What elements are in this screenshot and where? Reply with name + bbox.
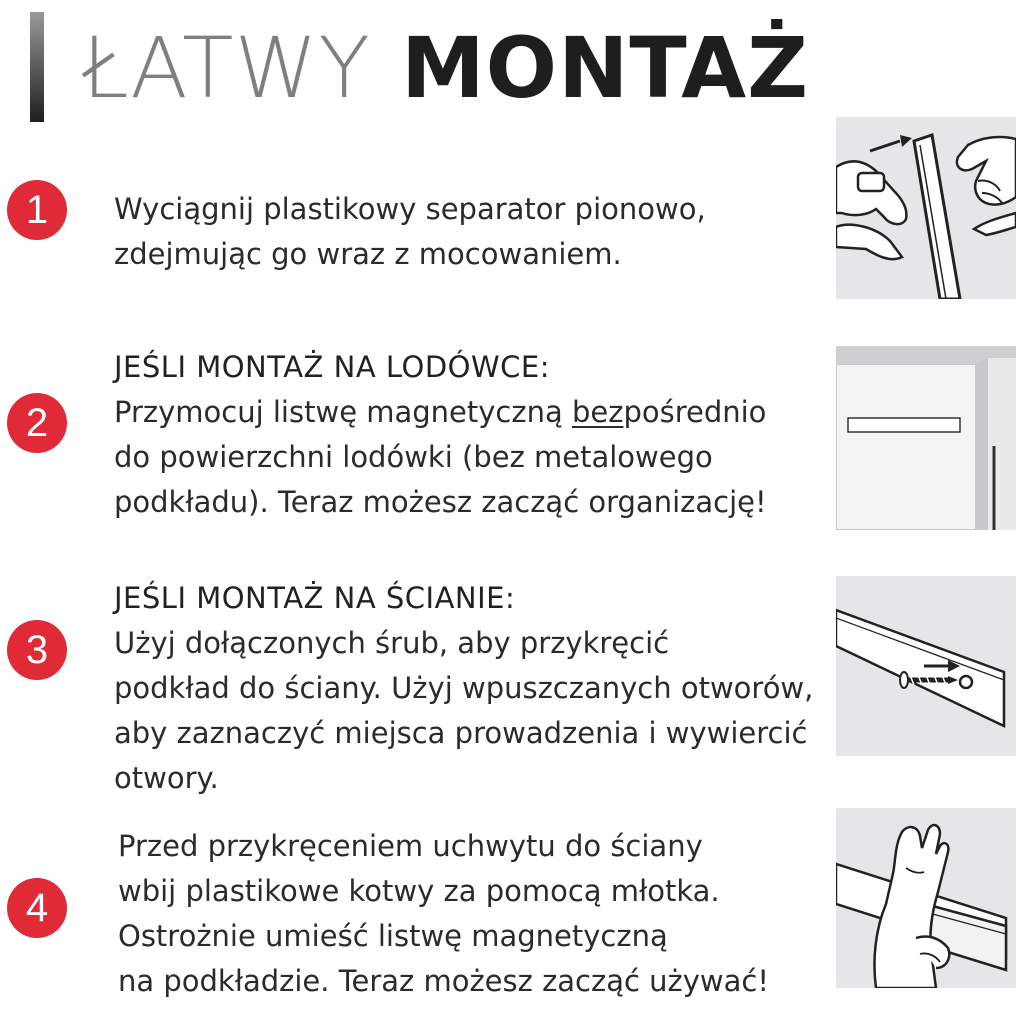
- step-4-line: na podkładzie. Teraz możesz zacząć używać!: [118, 964, 769, 998]
- wall-screw-icon: [836, 576, 1016, 756]
- step-4-line: wbij plastikowe kotwy za pomocą młotka.: [118, 874, 720, 908]
- page-title-bold: MONTAŻ: [401, 19, 810, 117]
- step-3-heading: JEŚLI MONTAŻ NA ŚCIANIE:: [114, 581, 516, 615]
- step-1-line: Wyciągnij plastikowy separator pionowo,: [114, 192, 706, 226]
- step-number-badge: 3: [7, 620, 67, 680]
- page-title: [82, 18, 809, 118]
- step-number-badge: 4: [7, 878, 67, 938]
- fridge-illustration: [836, 346, 1016, 530]
- step-2-underlined-word: bez: [571, 395, 624, 429]
- place-strip-icon: [836, 808, 1016, 988]
- step-3-line: Użyj dołączonych śrub, aby przykręcić: [114, 626, 670, 660]
- step-number-badge: 1: [7, 180, 67, 240]
- pull-separator-icon: [836, 117, 1016, 299]
- step-2-heading: JEŚLI MONTAŻ NA LODÓWCE:: [114, 350, 551, 384]
- step-2-line: podkładu). Teraz możesz zacząć organizację!: [114, 485, 767, 519]
- step-4-line: Przed przykręceniem uchwytu do ściany: [118, 829, 703, 863]
- step-2-line: do powierzchni lodówki (bez metalowego: [114, 440, 713, 474]
- title-accent-bar: [30, 12, 44, 122]
- step-3-line: aby zaznaczyć miejsca prowadzenia i wywiercić: [114, 716, 808, 750]
- step-4-line: Ostrożnie umieść listwę magnetyczną: [118, 919, 668, 953]
- page-title-light: ŁATWY: [82, 19, 371, 117]
- step-2-line: [114, 390, 804, 435]
- step-4-text: [118, 824, 808, 1004]
- step-3-line: podkład do ściany. Użyj wpuszczanych otworów,: [114, 671, 814, 705]
- step-2-line-part: Przymocuj listwę magnetyczną: [114, 395, 572, 429]
- step-1-line: zdejmując go wraz z mocowaniem.: [114, 237, 622, 271]
- fridge-icon: [836, 346, 1016, 530]
- step-1-text: [114, 187, 804, 277]
- step-number-badge: 2: [7, 393, 67, 453]
- place-strip-illustration: [836, 808, 1016, 988]
- wall-screw-illustration: [836, 576, 1016, 756]
- step-2-line-part: pośrednio: [623, 395, 767, 429]
- pull-separator-illustration: [836, 117, 1016, 299]
- step-3-text: [114, 576, 814, 801]
- step-3-line: otwory.: [114, 761, 219, 795]
- step-2-text: [114, 345, 804, 525]
